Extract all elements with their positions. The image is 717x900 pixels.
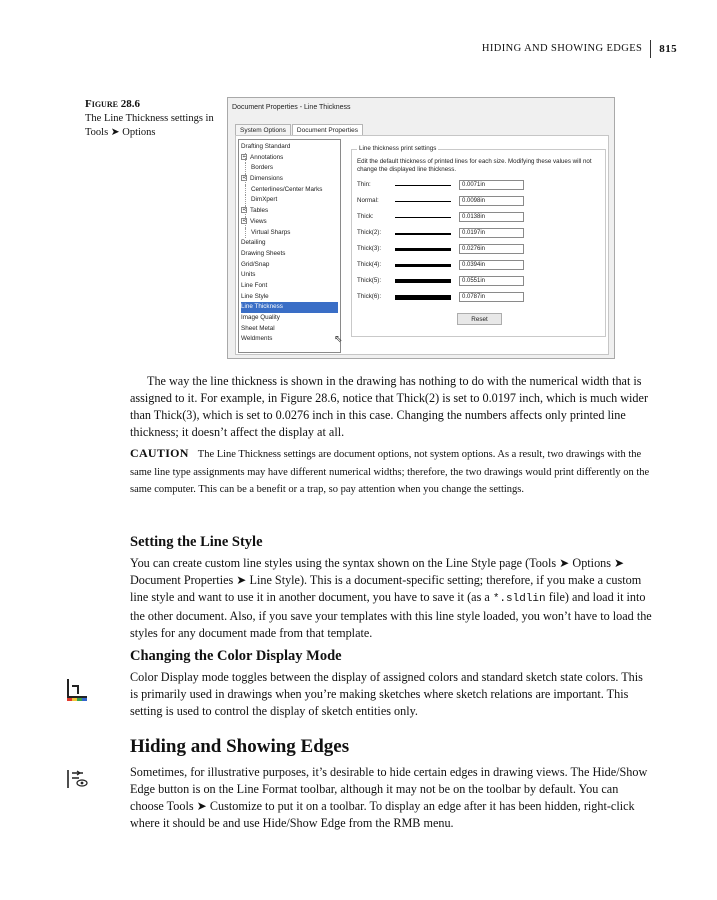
heading-color-display-mode: Changing the Color Display Mode [130, 648, 342, 664]
thickness-input-thin[interactable]: 0.0071in [459, 180, 524, 190]
tree-item-annotations[interactable]: + Annotations [241, 153, 338, 164]
tree-item-grid-snap[interactable]: Grid/Snap [241, 260, 270, 268]
options-panel [235, 135, 609, 355]
thickness-line-sample [395, 217, 451, 219]
figure-caption [85, 97, 215, 141]
expand-icon[interactable]: + [242, 154, 246, 161]
color-display-paragraph: Color Display mode toggles between the display of assigned colors and standard sketch state colors. This is primarily used in drawings when you’re making sketches where sketch relations are important. This setting is used to control the display of sketch entities only. [130, 670, 643, 718]
caution-text: The Line Thickness settings are document options, not system options. As a result, two drawings with the same line type assignments may have different numerical widths; therefore, the two drawings would print differently on the same computer. This can be a benefit or a trap, so pay attention when you change the settings. [130, 449, 650, 495]
tree-item-borders[interactable]: Borders [241, 163, 338, 174]
thickness-row-thick-5 [357, 276, 602, 287]
tab-system-options[interactable]: System Options [235, 124, 291, 136]
expand-icon[interactable]: + [242, 207, 246, 214]
caution-note [130, 445, 652, 499]
thickness-input-thick[interactable]: 0.0138in [459, 212, 524, 222]
thickness-line-sample [395, 248, 451, 251]
heading-hiding-showing-edges: Hiding and Showing Edges [130, 736, 350, 757]
thickness-label: Thin: [357, 181, 371, 188]
tree-item-centerlines[interactable]: Centerlines/Center Marks [241, 185, 338, 196]
thickness-row-thick [357, 212, 602, 223]
tab-document-properties[interactable]: Document Properties [292, 124, 363, 136]
figure-screenshot [227, 97, 615, 359]
thickness-input-thick-5[interactable]: 0.0551in [459, 276, 524, 286]
tree-item-drawing-sheets[interactable]: Drawing Sheets [241, 249, 286, 257]
tree-item-line-style[interactable]: Line Style [241, 292, 269, 300]
thickness-line-sample [395, 295, 451, 300]
thickness-input-thick-4[interactable]: 0.0394in [459, 260, 524, 270]
thickness-label: Normal: [357, 197, 379, 204]
caution-label: CAUTION [130, 446, 189, 460]
tree-item-line-font[interactable]: Line Font [241, 281, 268, 289]
options-tree [238, 139, 341, 353]
thickness-line-sample [395, 279, 451, 283]
tree-item-drafting-standard[interactable]: Drafting Standard [241, 143, 291, 150]
thickness-line-sample [395, 201, 451, 202]
color-display-mode-icon [65, 677, 89, 708]
mouse-cursor-icon: ⇖ [334, 334, 343, 345]
line-thickness-group [351, 145, 606, 337]
thickness-label: Thick: [357, 213, 374, 220]
running-head [482, 40, 677, 58]
reset-button[interactable]: Reset [457, 313, 502, 325]
hiding-edges-paragraph: Sometimes, for illustrative purposes, it’s desirable to hide certain edges in drawing views. The Hide/Show Edge button is on the Line Format toolbar, although it may not be on the toolbar by default. You can choose Tools ➤ Customize to put it on a toolbar. To display an edge after it has been hidden, right-click where it should be and use Hide/Show Edge from the RMB menu. [130, 765, 648, 830]
tree-item-sheet-metal[interactable]: Sheet Metal [241, 324, 275, 332]
thickness-line-sample [395, 233, 451, 235]
expand-icon[interactable]: + [242, 175, 246, 182]
tree-item-line-thickness[interactable]: Line Thickness [241, 302, 338, 313]
thickness-label: Thick(3): [357, 245, 382, 252]
tree-item-weldments[interactable]: Weldments [241, 335, 273, 343]
running-head-title: HIDING AND SHOWING EDGES [482, 40, 651, 58]
tree-item-image-quality[interactable]: Image Quality [241, 314, 280, 321]
expand-icon[interactable]: + [242, 218, 246, 225]
body-paragraph-1: The way the line thickness is shown in the drawing has nothing to do with the numerical width that is assigned to it. For example, in Figure 28.6, notice that Thick(2) is set to 0.0197 inch, which is much wider than Thick(3), which is set to 0.0276 inch in this case. Changing the numbers affects only printed line thickness; it doesn’t affect the display at all. [130, 374, 648, 439]
thickness-input-thick-6[interactable]: 0.0787in [459, 292, 524, 302]
thickness-row-thick-6 [357, 292, 602, 303]
tree-item-dimensions[interactable]: + Dimensions [241, 174, 338, 185]
thickness-row-thick-3 [357, 244, 602, 255]
thickness-line-sample [395, 185, 451, 186]
figure-label: Figure 28.6 [85, 98, 140, 110]
file-extension-code: *.sldlin [492, 593, 546, 605]
thickness-label: Thick(6): [357, 293, 382, 300]
thickness-label: Thick(5): [357, 277, 382, 284]
hide-show-edge-icon [65, 768, 89, 795]
thickness-label: Thick(4): [357, 261, 382, 268]
figure-caption-text: The Line Thickness settings in Tools ➤ Options [85, 112, 214, 138]
heading-setting-line-style: Setting the Line Style [130, 534, 263, 550]
thickness-row-normal [357, 196, 602, 207]
thickness-line-sample [395, 264, 451, 267]
thickness-input-normal[interactable]: 0.0098in [459, 196, 524, 206]
thickness-row-thick-4 [357, 260, 602, 271]
thickness-row-thick-2 [357, 228, 602, 239]
tree-item-views[interactable]: + Views [241, 217, 338, 228]
tree-item-tables[interactable]: + Tables [241, 206, 338, 217]
tree-item-virtual-sharps[interactable]: Virtual Sharps [241, 228, 338, 239]
thickness-input-thick-3[interactable]: 0.0276in [459, 244, 524, 254]
group-title: Line thickness print settings [359, 145, 437, 152]
line-style-paragraph: You can create custom line styles using the syntax shown on the Line Style page (Tools ➤ Options ➤ Document Properties ➤ Line Style). This is a document-specific setting; therefore, if you make a custom line style and want to use it in another document, you have to save it (as a *.sldlin file) and load it into the other document. Also, if you save your templates with this line style loaded, you won’t have to load the styles for any document made from that template. [130, 556, 652, 640]
page-number: 815 [659, 43, 677, 55]
tree-item-units[interactable]: Units [241, 271, 256, 279]
thickness-input-thick-2[interactable]: 0.0197in [459, 228, 524, 238]
tree-item-dimxpert[interactable]: DimXpert [241, 195, 338, 206]
window-title: Document Properties - Line Thickness [232, 104, 351, 111]
group-description: Edit the default thickness of printed lines for each size. Modifying these values will not change the displayed line thickness. [357, 158, 592, 173]
tree-item-detailing[interactable]: Detailing [241, 239, 266, 247]
thickness-label: Thick(2): [357, 229, 382, 236]
thickness-row-thin [357, 180, 602, 191]
